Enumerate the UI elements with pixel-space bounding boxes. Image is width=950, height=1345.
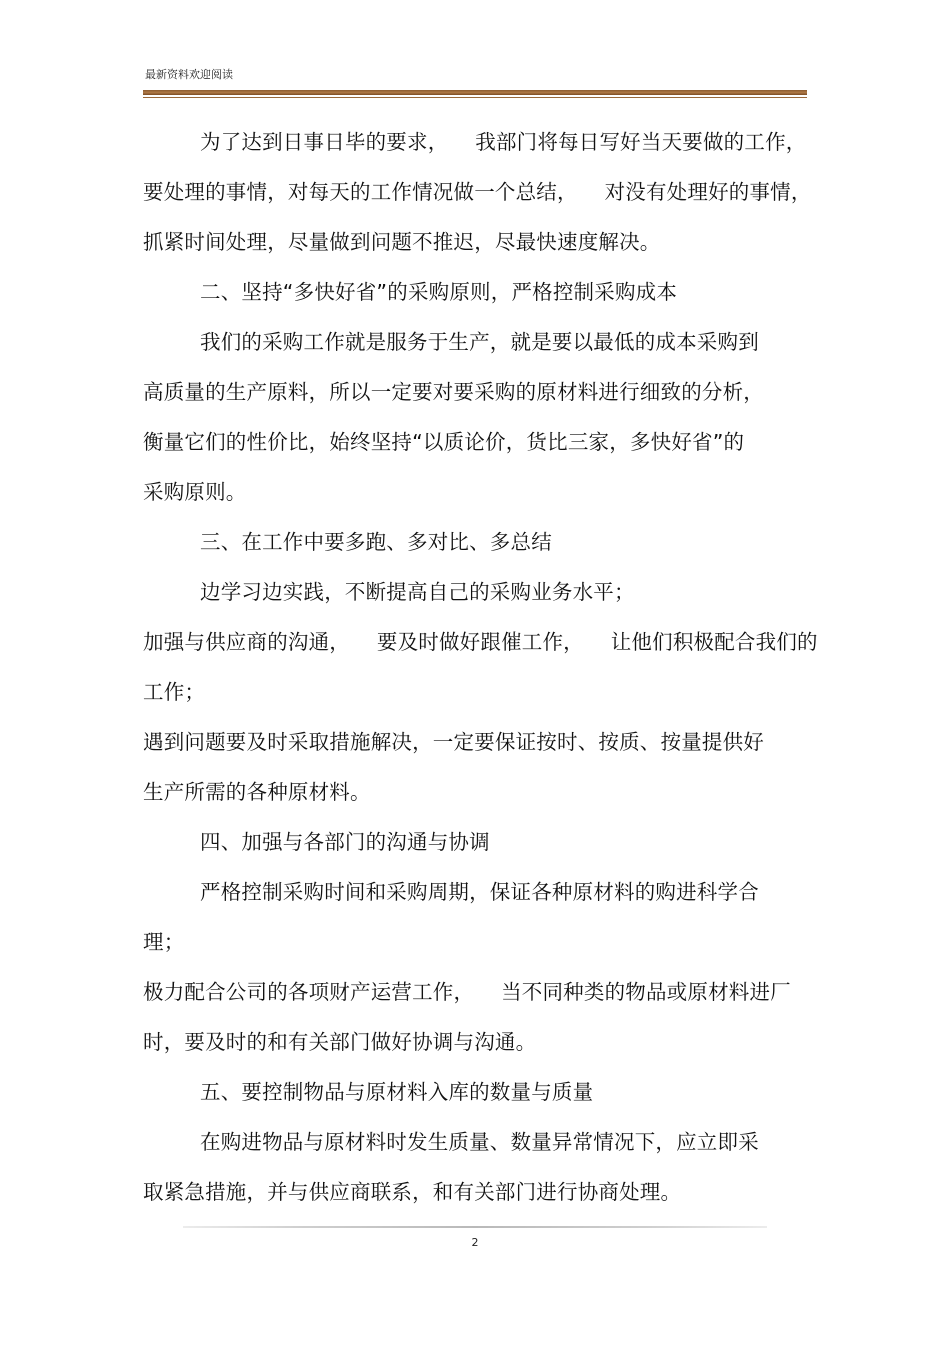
- body-line: 工作；: [143, 680, 206, 704]
- body-line: 我们的采购工作就是服务于生产，就是要以最低的成本采购到: [200, 330, 759, 354]
- body-line: 理；: [143, 930, 185, 954]
- body-line: 严格控制采购时间和采购周期，保证各种原材料的购进科学合: [200, 880, 759, 904]
- section-heading: 二、坚持“多快好省”的采购原则，严格控制采购成本: [200, 280, 678, 304]
- body-line: 要处理的事情，对每天的工作情况做一个总结， 对没有处理好的事情，: [143, 180, 812, 204]
- body-line: 加强与供应商的沟通， 要及时做好跟催工作， 让他们积极配合我们的: [143, 630, 818, 654]
- body-line: 极力配合公司的各项财产运营工作， 当不同种类的物品或原材料进厂: [143, 980, 791, 1004]
- section-heading: 四、加强与各部门的沟通与协调: [200, 830, 490, 854]
- body-line: 抓紧时间处理，尽量做到问题不推迟，尽最快速度解决。: [143, 230, 661, 254]
- body-line: 取紧急措施，并与供应商联系，和有关部门进行协商处理。: [143, 1180, 682, 1204]
- page-number: 2: [471, 1236, 479, 1249]
- body-line: 时，要及时的和有关部门做好协调与沟通。: [143, 1030, 537, 1054]
- header-rule-thin: [143, 97, 807, 98]
- body-line: 为了达到日事日毕的要求， 我部门将每日写好当天要做的工作，: [200, 130, 807, 154]
- section-heading: 三、在工作中要多跑、多对比、多总结: [200, 530, 552, 554]
- body-line: 在购进物品与原材料时发生质量、数量异常情况下，应立即采: [200, 1130, 759, 1154]
- body-line: 高质量的生产原料，所以一定要对要采购的原材料进行细致的分析，: [143, 380, 764, 404]
- body-line: 遇到问题要及时采取措施解决，一定要保证按时、按质、按量提供好: [143, 730, 764, 754]
- section-heading: 五、要控制物品与原材料入库的数量与质量: [200, 1080, 594, 1104]
- body-line: 生产所需的各种原材料。: [143, 780, 371, 804]
- body-line: 采购原则。: [143, 480, 247, 504]
- body-line: 边学习边实践，不断提高自己的采购业务水平；: [200, 580, 635, 604]
- body-line: 衡量它们的性价比，始终坚持“以质论价，货比三家，多快好省”的: [143, 430, 745, 454]
- page-header-label: 最新资料欢迎阅读: [145, 68, 233, 81]
- footer-rule: [183, 1226, 767, 1228]
- header-rule-thick: [143, 90, 807, 95]
